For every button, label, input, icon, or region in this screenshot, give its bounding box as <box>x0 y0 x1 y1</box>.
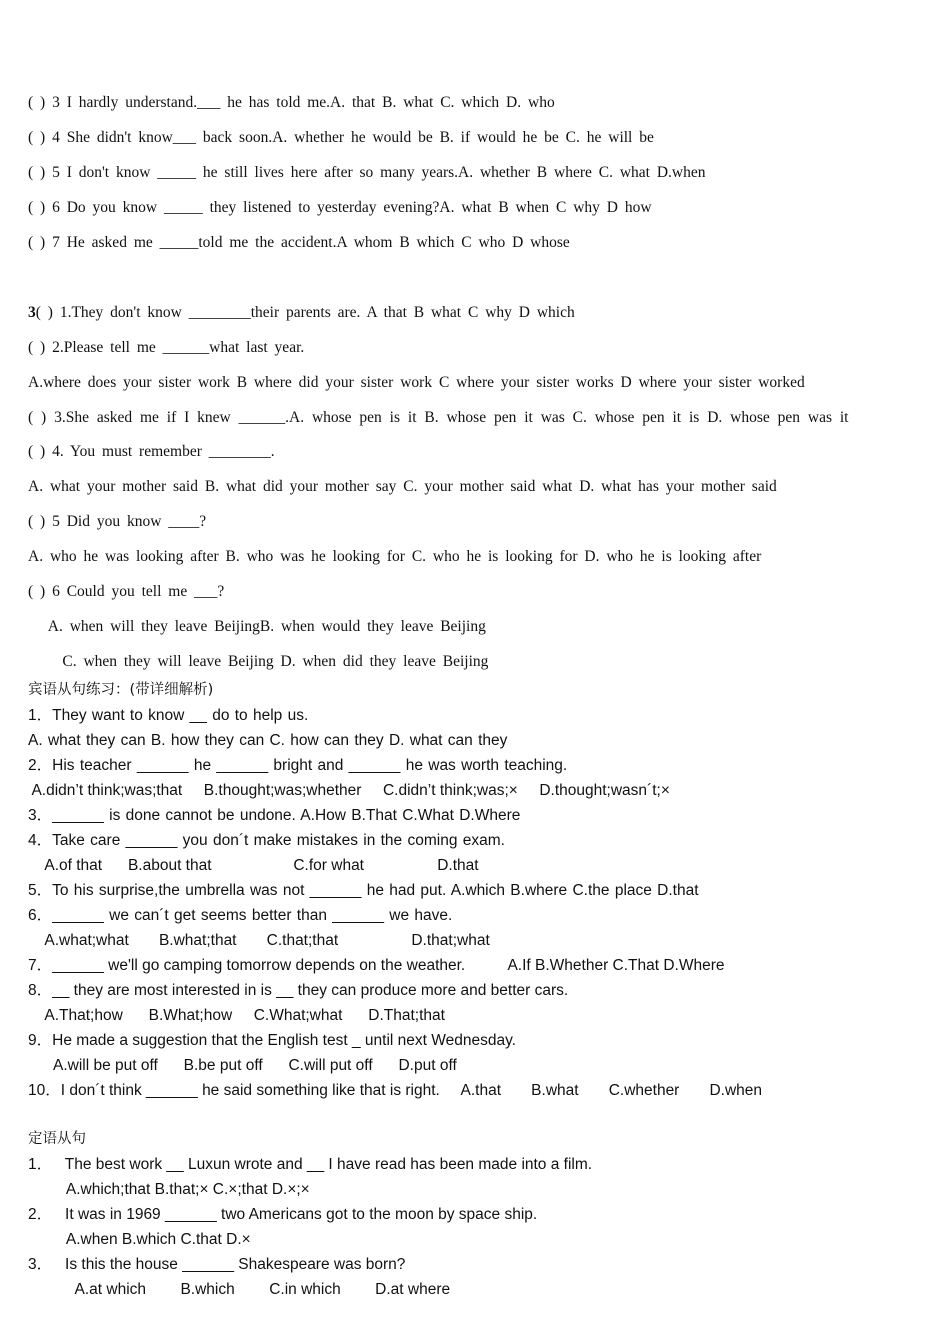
options-line: A.didn’t think;was;that B.thought;was;whether C.didn’t think;was;× D.thought;wasn´t;× <box>28 782 670 799</box>
question-line: ( ) 4 She didn't know___ back soon.A. whether he would be B. if would he be C. he will be <box>28 129 654 146</box>
options-line: A. when will they leave BeijingB. when would they leave Beijing <box>28 618 486 635</box>
question-line: 1．They want to know __ do to help us. <box>28 707 309 724</box>
section-heading: 宾语从句练习：(带详细解析) <box>28 682 214 698</box>
options-line: A. what your mother said B. what did your mother say C. your mother said what D. what has your mother said <box>28 478 777 495</box>
question-line: 2．His teacher ______ he ______ bright and ______ he was worth teaching. <box>28 757 568 774</box>
question-line: ( ) 5 Did you know ____? <box>28 513 207 530</box>
question-text: ( ) 1.They don't know ________their parents are. A that B what C why D which <box>35 304 575 321</box>
question-line: ( ) 7 He asked me _____told me the accident.A whom B which C who D whose <box>28 234 570 251</box>
options-line: A.at which B.which C.in which D.at where <box>28 1281 451 1298</box>
options-line: A.what;what B.what;that C.that;that D.that;what <box>28 932 490 949</box>
question-line: 4．Take care ______ you don´t make mistakes in the coming exam. <box>28 832 505 849</box>
section-number: 3 <box>28 304 36 321</box>
question-line: ( ) 5 I don't know _____ he still lives here after so many years.A. whether B where C. what D.when <box>28 164 706 181</box>
question-line: ( ) 3 I hardly understand.___ he has told me.A. that B. what C. which D. who <box>28 94 555 111</box>
question-line: 2． It was in 1969 ______ two Americans got to the moon by space ship. <box>28 1206 538 1223</box>
options-line: A.where does your sister work B where did your sister work C where your sister works D where your sister worked <box>28 374 805 391</box>
question-line: ( ) 2.Please tell me ______what last year. <box>28 339 305 356</box>
question-line: ( ) 4. You must remember ________. <box>28 443 275 460</box>
question-line: 6．______ we can´t get seems better than ______ we have. <box>28 907 453 924</box>
options-line: A.That;how B.What;how C.What;what D.That;that <box>28 1007 445 1024</box>
question-line: 1． The best work __ Luxun wrote and __ I have read has been made into a film. <box>28 1156 593 1173</box>
options-line: A. who he was looking after B. who was he looking for C. who he is looking for D. who he is looking after <box>28 548 762 565</box>
question-line: 8．__ they are most interested in is __ they can produce more and better cars. <box>28 982 569 999</box>
options-line: A.will be put off B.be put off C.will put off D.put off <box>28 1057 457 1074</box>
question-line: ( ) 6 Could you tell me ___? <box>28 583 225 600</box>
options-line: A. what they can B. how they can C. how can they D. what can they <box>28 732 508 749</box>
question-line: 9．He made a suggestion that the English test _ until next Wednesday. <box>28 1032 516 1049</box>
question-line: 3．______ is done cannot be undone. A.How B.That C.What D.Where <box>28 807 521 824</box>
question-line: 3． Is this the house ______ Shakespeare was born? <box>28 1256 406 1273</box>
question-line: ( ) 3.She asked me if I knew ______.A. whose pen is it B. whose pen it was C. whose pen it is D. whose pen was it <box>28 409 849 426</box>
question-line: 7．______ we'll go camping tomorrow depends on the weather. A.If B.Whether C.That D.Where <box>28 957 725 974</box>
question-line: 10．I don´t think ______ he said something like that is right. A.that B.what C.whether D.when <box>28 1082 763 1099</box>
options-line: A.when B.which C.that D.× <box>28 1231 251 1248</box>
question-line: ( ) 6 Do you know _____ they listened to yesterday evening?A. what B when C why D how <box>28 199 652 216</box>
options-line: A.which;that B.that;× C.×;that D.×;× <box>28 1181 310 1198</box>
question-line: 5．To his surprise,the umbrella was not ______ he had put. A.which B.where C.the place D.that <box>28 882 699 899</box>
section-heading: 定语从句 <box>28 1131 86 1147</box>
options-line: A.of that B.about that C.for what D.that <box>28 857 479 874</box>
question-line <box>28 305 575 321</box>
options-line: C. when they will leave Beijing D. when did they leave Beijing <box>28 653 489 670</box>
